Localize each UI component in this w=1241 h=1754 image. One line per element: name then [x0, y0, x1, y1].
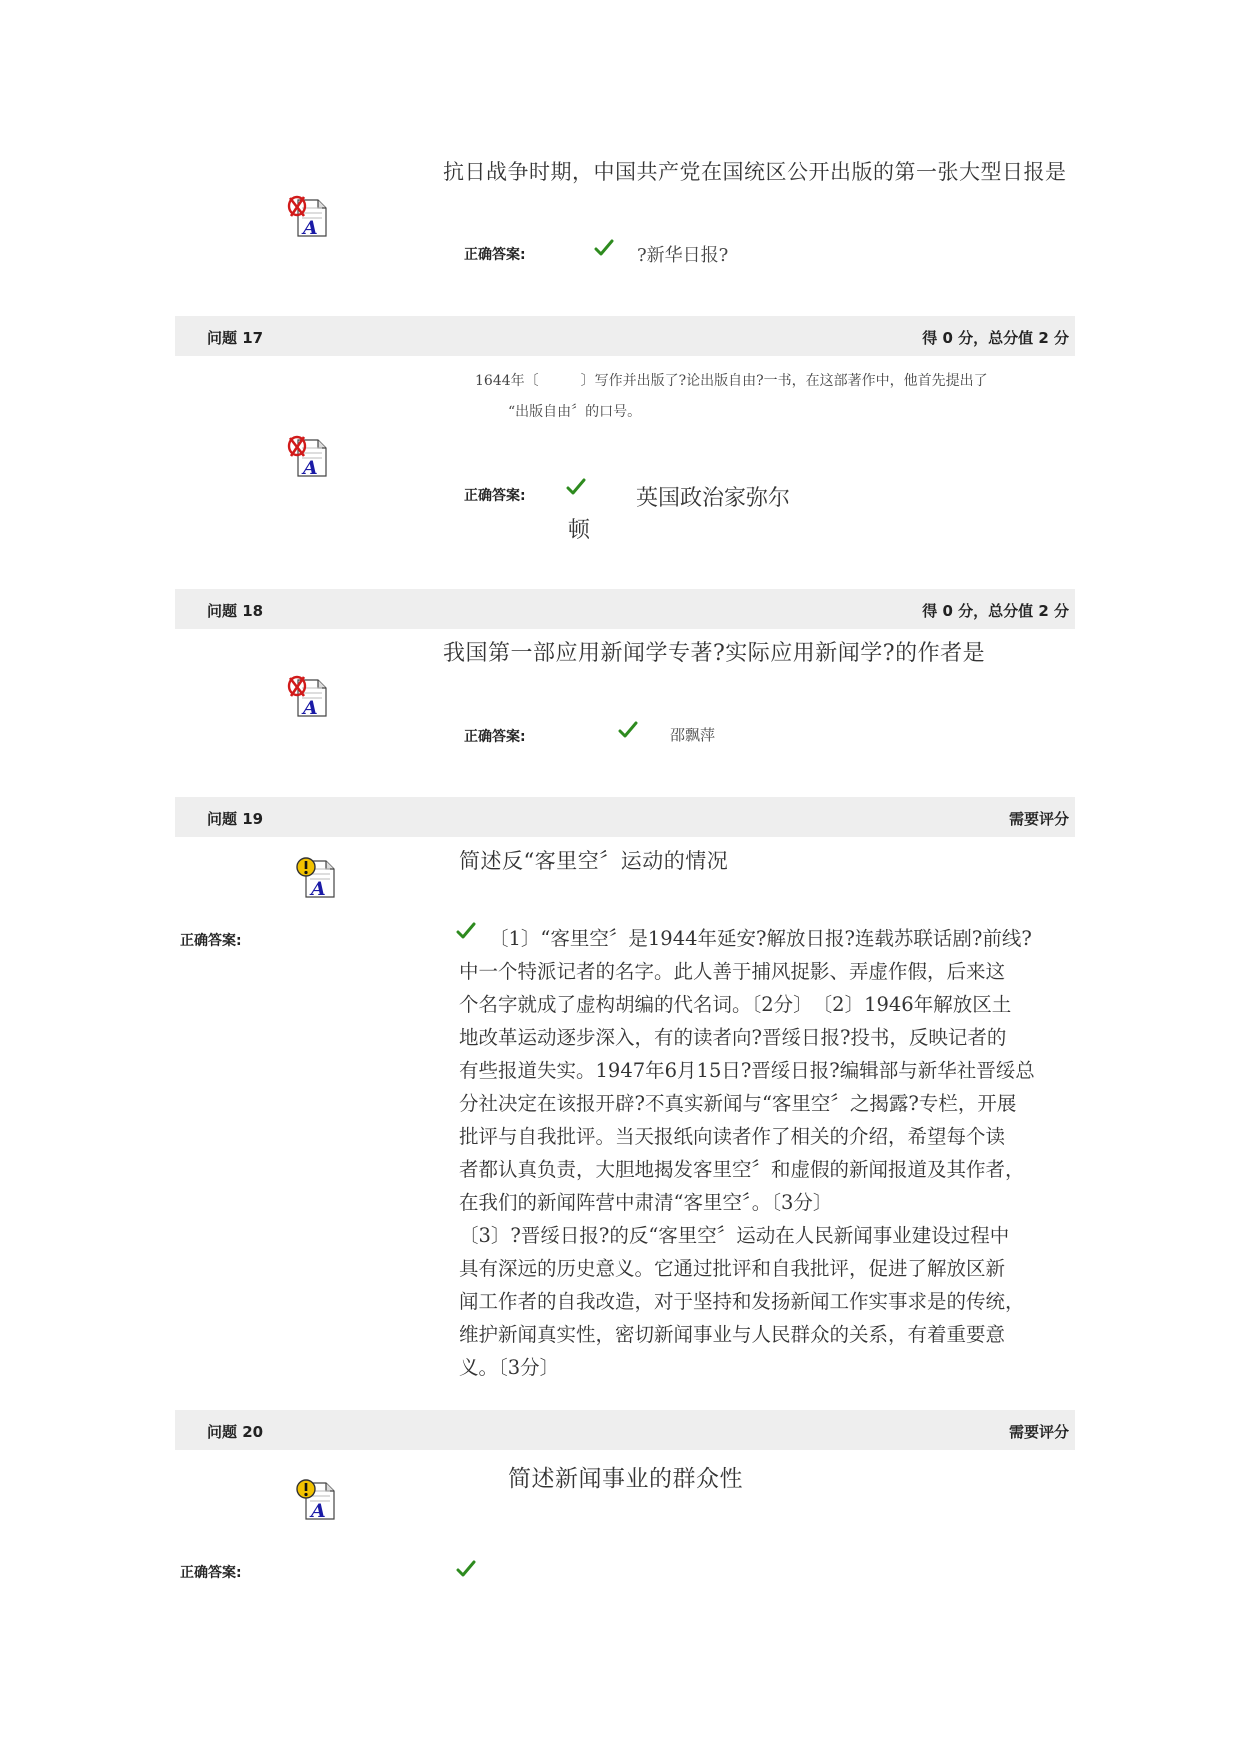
correct-answer-text [459, 922, 1071, 1384]
question-16-text: 抗日战争时期，中国共产党在国统区公开出版的第一张大型日报是 [443, 160, 1067, 184]
question-number: 问题 17 [207, 329, 264, 347]
question-score: 得 0 分，总分值 2 分 [922, 329, 1069, 347]
incorrect-answer-icon [286, 674, 330, 718]
question-number: 问题 19 [207, 810, 264, 828]
answer-line: 维护新闻真实性，密切新闻事业与人民群众的关系，有着重要意 [459, 1323, 1006, 1346]
question-19-header [175, 797, 1075, 837]
incorrect-answer-icon [286, 194, 330, 238]
answer-line: 具有深远的历史意义。它通过批评和自我批评，促进了解放区新 [459, 1257, 1006, 1280]
incorrect-answer-icon [286, 434, 330, 478]
check-mark-icon [566, 477, 586, 497]
needs-grading-icon [294, 855, 338, 899]
answer-line: 〔1〕“客里空〞是1944年延安?解放日报?连载苏联话剧?前线? [489, 927, 1032, 950]
correct-answer-value-wrap: 顿 [568, 518, 591, 543]
question-20-text: 简述新闻事业的群众性 [508, 1466, 743, 1492]
answer-line: 有些报道失实。1947年6月15日?晋绥日报?编辑部与新华社晋绥总 [459, 1059, 1035, 1082]
question-number: 问题 20 [207, 1423, 264, 1441]
question-19-text: 简述反“客里空〞运动的情况 [459, 849, 729, 873]
correct-answer-label: 正确答案: [464, 729, 526, 745]
question-17-text-line2: “出版自由〞的口号。 [508, 404, 642, 420]
correct-answer-label: 正确答案: [464, 488, 526, 504]
answer-line: 分社决定在该报开辟?不真实新闻与“客里空〞之揭露?专栏，开展 [459, 1092, 1017, 1115]
check-mark-icon [618, 720, 638, 740]
grading-status: 需要评分 [1008, 1423, 1069, 1441]
needs-grading-icon [294, 1477, 338, 1521]
answer-line: 中一个特派记者的名字。此人善于捕风捉影、弄虚作假，后来这 [459, 960, 1006, 983]
answer-line: 个名字就成了虚构胡编的代名词。〔2分〕 〔2〕1946年解放区土 [459, 993, 1012, 1016]
grading-status: 需要评分 [1008, 810, 1069, 828]
correct-answer-value: 英国政治家弥尔 [636, 486, 791, 511]
question-18-text: 我国第一部应用新闻学专著?实际应用新闻学?的作者是 [443, 641, 986, 666]
correct-answer-value: 邵飘萍 [670, 726, 716, 744]
answer-line: 义。〔3分〕 [459, 1356, 560, 1379]
correct-answer-value: ?新华日报? [637, 245, 729, 266]
correct-answer-label: 正确答案: [180, 933, 242, 949]
answer-line: 地改革运动逐步深入，有的读者向?晋绥日报?投书，反映记者的 [459, 1026, 1007, 1049]
answer-line: 批评与自我批评。当天报纸向读者作了相关的介绍，希望每个读 [459, 1125, 1006, 1148]
answer-line: 〔3〕?晋绥日报?的反“客里空〞运动在人民新闻事业建设过程中 [459, 1224, 1010, 1247]
question-17-text-line1: 1644年〔 〕写作并出版了?论出版自由?一书，在这部著作中，他首先提出了 [475, 373, 988, 389]
question-18-header [175, 589, 1075, 629]
question-score: 得 0 分，总分值 2 分 [922, 602, 1069, 620]
correct-answer-label: 正确答案: [180, 1565, 242, 1581]
answer-line: 在我们的新闻阵营中肃清“客里空〞。〔3分〕 [459, 1191, 833, 1214]
check-mark-icon [456, 1559, 476, 1579]
question-20-header [175, 1410, 1075, 1450]
question-number: 问题 18 [207, 602, 264, 620]
answer-line: 者都认真负责，大胆地揭发客里空〞和虚假的新闻报道及其作者， [459, 1158, 1025, 1181]
correct-answer-label: 正确答案: [464, 247, 526, 263]
check-mark-icon [594, 238, 614, 258]
answer-line: 闻工作者的自我改造，对于坚持和发扬新闻工作实事求是的传统， [459, 1290, 1025, 1313]
question-17-header [175, 316, 1075, 356]
